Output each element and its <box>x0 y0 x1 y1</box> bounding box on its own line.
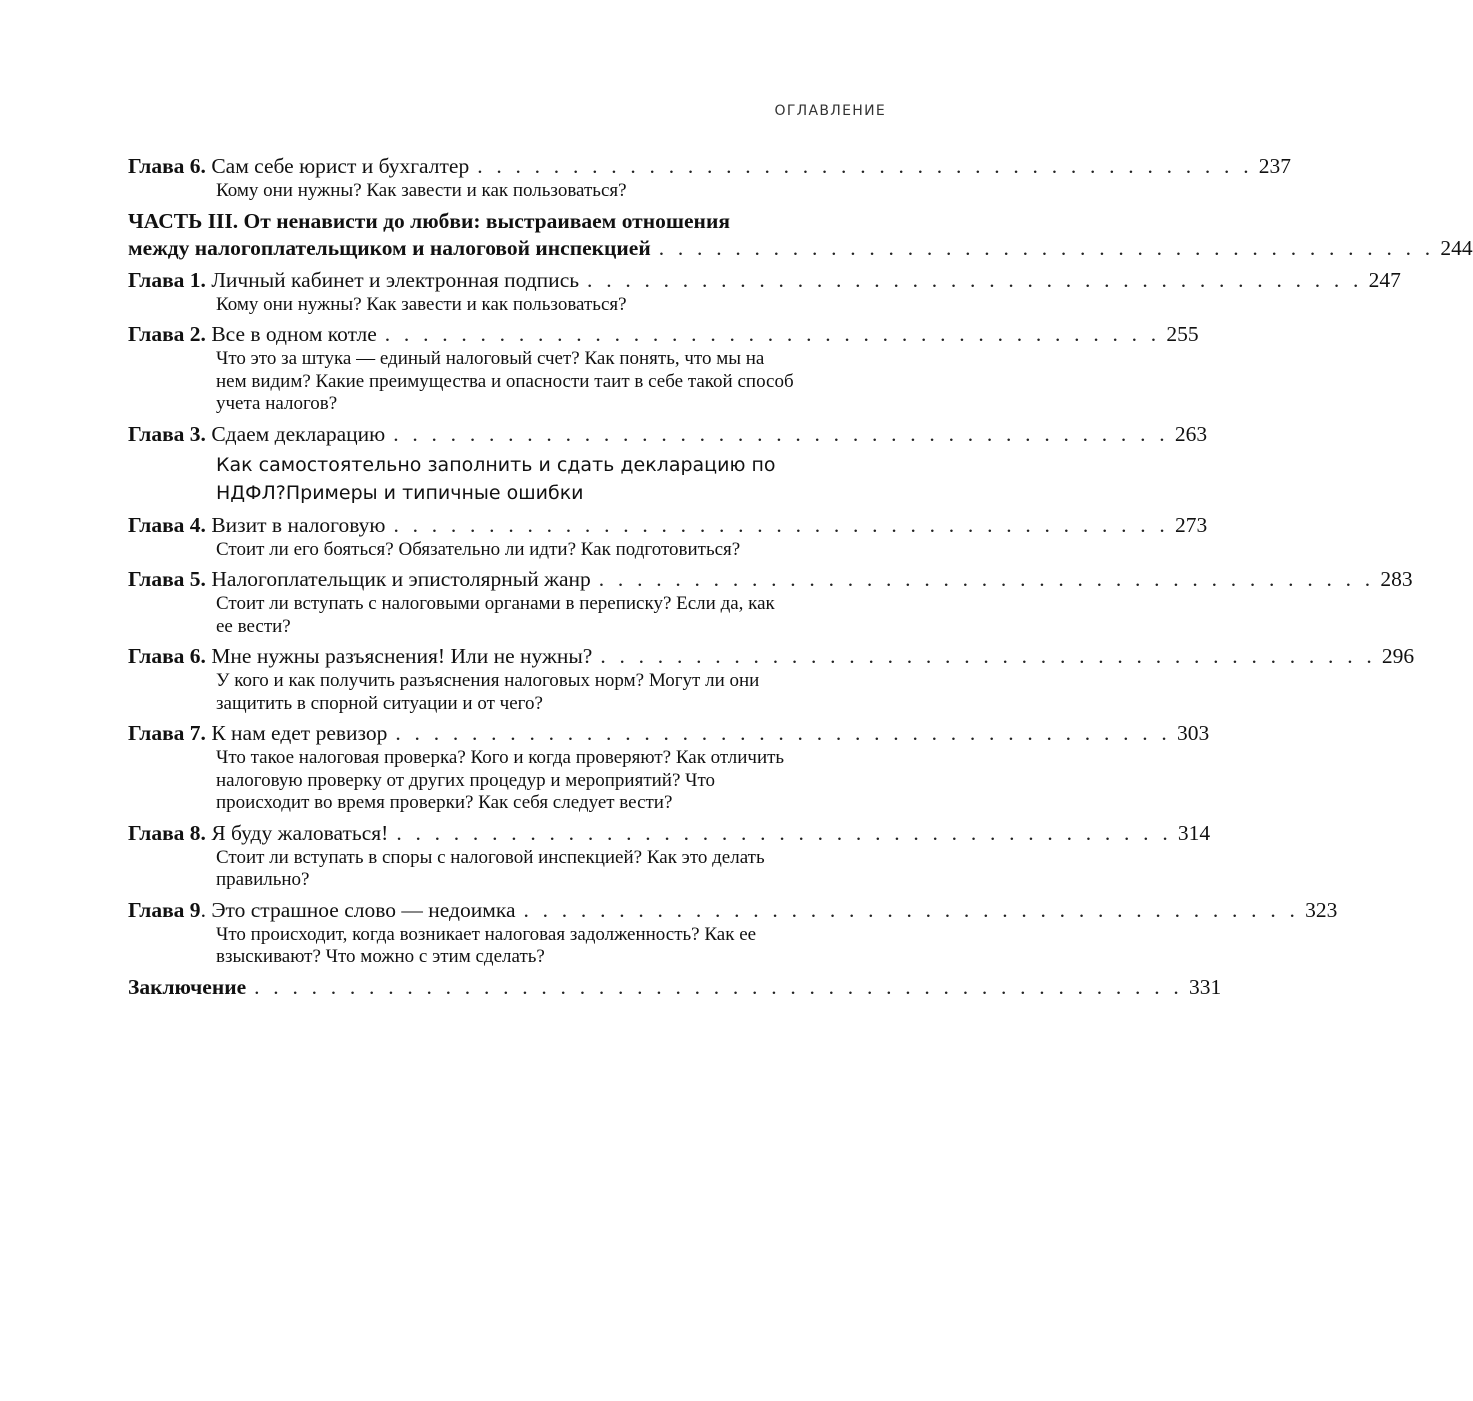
toc-entry-title-wrap <box>128 421 385 448</box>
toc-entry-line <box>128 267 1401 294</box>
toc-entry-ch6-clarifications[interactable] <box>128 643 1415 715</box>
dot-leader: . . . . . . . . . . . . . . . . . . . . . . . . . . . . . . . . . . . . . . . . . <box>587 267 1363 292</box>
page-number: 237 <box>1258 154 1292 178</box>
chapter-title: К нам едет ревизор <box>205 721 388 745</box>
page-number: 283 <box>1380 567 1413 591</box>
page-number: 303 <box>1176 721 1210 745</box>
page-number: 244 <box>1440 235 1473 260</box>
chapter-label: Глава 7. <box>128 721 206 745</box>
chapter-title: Сам себе юрист и бухгалтер <box>205 154 470 178</box>
toc-entry-ch8[interactable] <box>128 820 1211 892</box>
chapter-title: . Это страшное слово — недоимка <box>200 897 516 922</box>
chapter-subtitle: Что это за штука — единый налоговый счет? Как понять, что мы на нем видим? Какие преимущества и опасности таит в себе такой способ учета налогов? <box>216 348 794 414</box>
page-number: 296 <box>1381 644 1415 668</box>
page-number: 323 <box>1305 897 1338 922</box>
dot-leader: . . . . . . . . . . . . . . . . . . . . . . . . . . . . . . . . . . . . . . . . . <box>395 721 1171 745</box>
chapter-title: Мне нужны разъяснения! Или не нужны? <box>205 644 593 668</box>
toc-entry-ch6-lawyer[interactable] <box>128 153 1292 203</box>
toc-entry-title-wrap <box>128 153 469 180</box>
toc-entry-title-wrap <box>128 897 515 924</box>
toc-entry-line <box>128 153 1292 180</box>
dot-leader: . . . . . . . . . . . . . . . . . . . . . . . . . . . . . . . . . . . . . . . . . <box>384 322 1161 346</box>
toc-entry-line <box>128 321 1199 348</box>
chapter-label: Глава 9 <box>128 897 201 922</box>
chapter-label: Глава 8. <box>128 820 206 845</box>
dot-leader: . . . . . . . . . . . . . . . . . . . . . . . . . . . . . . . . . . . . . . . . . <box>393 512 1170 537</box>
dot-leader: . . . . . . . . . . . . . . . . . . . . . . . . . . . . . . . . . . . . . . . . . <box>477 154 1253 178</box>
chapter-subtitle: Что такое налоговая проверка? Кого и когда проверяют? Как отличить налоговую проверку от других процедур и мероприятий? Что происходит во время проверки? Как себя следует вести? <box>216 747 785 813</box>
dot-leader: . . . . . . . . . . . . . . . . . . . . . . . . . . . . . . . . . . . . . . . . . <box>523 897 1300 922</box>
toc-entry-line <box>128 421 1208 448</box>
page-number: 273 <box>1175 512 1208 537</box>
chapter-label: Глава 4. <box>128 512 206 537</box>
chapter-subtitle: Стоит ли вступать в споры с налоговой инспекцией? Как это делать правильно? <box>216 846 765 890</box>
page-number: 255 <box>1166 322 1199 346</box>
dot-leader: . . . . . . . . . . . . . . . . . . . . . . . . . . . . . . . . . . . . . . . . . . . . . . . . . <box>254 974 1183 999</box>
toc-entry-line <box>128 566 1413 593</box>
toc-entry-part-3[interactable] <box>128 208 1473 262</box>
chapter-label: Глава 6. <box>128 644 206 668</box>
chapter-title: Я буду жаловаться! <box>205 820 389 845</box>
toc-entry-line <box>128 235 1473 262</box>
chapter-title: Все в одном котле <box>205 322 377 346</box>
dot-leader: . . . . . . . . . . . . . . . . . . . . . . . . . . . . . . . . . . . . . . . . . <box>598 567 1375 591</box>
chapter-label: Глава 2. <box>128 322 206 346</box>
chapter-subtitle: У кого и как получить разъяснения налоговых норм? Могут ли они защитить в спорной ситуации и от чего? <box>216 670 760 714</box>
toc-entry-line <box>128 512 1208 539</box>
toc-entry-line <box>128 974 1222 1001</box>
page-number: 247 <box>1368 267 1401 292</box>
toc-entry-ch2[interactable] <box>128 321 1199 416</box>
dot-leader: . . . . . . . . . . . . . . . . . . . . . . . . . . . . . . . . . . . . . . . . . <box>600 644 1376 668</box>
dot-leader: . . . . . . . . . . . . . . . . . . . . . . . . . . . . . . . . . . . . . . . . . <box>658 235 1435 260</box>
chapter-label: Заключение <box>128 974 247 999</box>
toc-entry-ch5[interactable] <box>128 566 1413 638</box>
page-number: 314 <box>1177 820 1211 845</box>
toc-entry-line <box>128 820 1211 847</box>
chapter-label: Глава 3. <box>128 421 206 446</box>
toc-entry-line <box>128 897 1338 924</box>
toc-entry-title-wrap <box>128 321 377 348</box>
toc-entry-line <box>128 720 1210 747</box>
toc-entry-ch3[interactable] <box>128 421 1208 507</box>
part-title-line2: между налогоплательщиком и налоговой инспекцией <box>128 235 651 260</box>
chapter-label: Глава 5. <box>128 567 206 591</box>
toc-entry-title-wrap <box>128 267 579 294</box>
toc-entry-title-wrap <box>128 512 385 539</box>
chapter-title: Налогоплательщик и эпистолярный жанр <box>205 567 591 591</box>
chapter-subtitle: Стоит ли его бояться? Обязательно ли идти? Как подготовиться? <box>216 538 741 560</box>
page-number: 263 <box>1174 421 1208 446</box>
toc-entry-line <box>128 643 1415 670</box>
toc-entry-ch1[interactable] <box>128 267 1401 317</box>
toc-entry-title-wrap <box>128 720 387 747</box>
chapter-title: Визит в налоговую <box>205 512 386 537</box>
chapter-subtitle: Что происходит, когда возникает налоговая задолженность? Как ее взыскивают? Что можно с этим сделать? <box>216 923 757 967</box>
toc-entry-ch4[interactable] <box>128 512 1208 562</box>
toc-entry-title-wrap <box>128 820 388 847</box>
page-number: 331 <box>1188 974 1222 999</box>
chapter-subtitle: Кому они нужны? Как завести и как пользоваться? <box>216 293 627 315</box>
running-head: ОГЛАВЛЕНИЕ <box>774 103 886 119</box>
dot-leader: . . . . . . . . . . . . . . . . . . . . . . . . . . . . . . . . . . . . . . . . . <box>396 820 1172 845</box>
chapter-subtitle: Как самостоятельно заполнить и сдать декларацию по НДФЛ?Примеры и типичные ошибки <box>216 453 776 504</box>
toc-entry-conclusion[interactable] <box>128 974 1222 1001</box>
chapter-label: Глава 6. <box>128 154 206 178</box>
dot-leader: . . . . . . . . . . . . . . . . . . . . . . . . . . . . . . . . . . . . . . . . . <box>393 421 1169 446</box>
toc-entry-ch9[interactable] <box>128 897 1338 969</box>
toc-entry-title-wrap <box>128 643 592 670</box>
toc-entry-title-wrap <box>128 566 591 593</box>
chapter-title: Сдаем декларацию <box>205 421 386 446</box>
toc-entry-title-wrap <box>128 974 246 1001</box>
table-of-contents <box>128 153 1473 1006</box>
chapter-subtitle: Кому они нужны? Как завести и как пользоваться? <box>216 180 627 201</box>
part-title-line1: ЧАСТЬ III. От ненависти до любви: выстраиваем отношения <box>128 208 730 233</box>
chapter-subtitle: Стоит ли вступать с налоговыми органами в переписку? Если да, как ее вести? <box>216 593 775 637</box>
toc-entry-ch7[interactable] <box>128 720 1210 815</box>
chapter-title: Личный кабинет и электронная подпись <box>205 267 580 292</box>
chapter-label: Глава 1. <box>128 267 206 292</box>
